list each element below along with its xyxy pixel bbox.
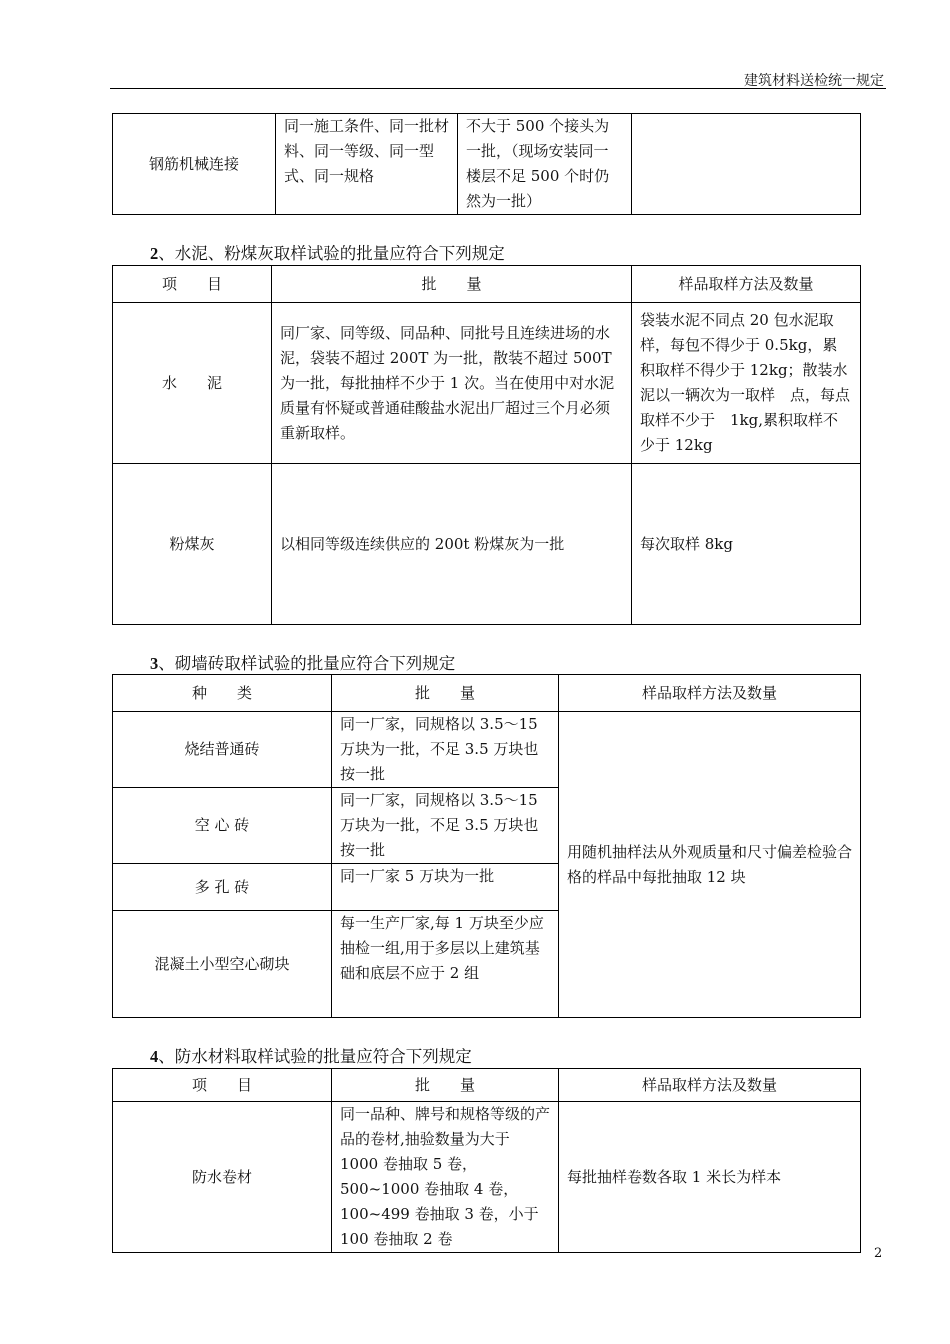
waterproof-method-cell: 每批抽样卷数各取 1 米长为样本 [559, 1102, 861, 1253]
brick-batch-cell: 同一厂家，同规格以 3.5～15 万块为一批，不足 3.5 万块也按一批 [332, 712, 559, 788]
column-header-method: 样品取样方法及数量 [559, 675, 861, 712]
brick-batch-cell: 每一生产厂家,每 1 万块至少应抽检一组,用于多层以上建筑基础和底层不应于 2 组 [332, 911, 559, 1018]
column-header-batch: 批 量 [332, 675, 559, 712]
column-header-item: 项 目 [113, 1069, 332, 1102]
rebar-batch-cell: 不大于 500 个接头为一批，（现场安装同一楼层不足 500 个时仍然为一批） [458, 114, 632, 215]
brick-item-cell: 空 心 砖 [113, 788, 332, 864]
header-rule [110, 88, 886, 89]
table-rebar-connection [112, 113, 861, 215]
brick-method-cell: 用随机抽样法从外观质量和尺寸偏差检验合格的样品中每批抽取 12 块 [559, 712, 861, 1018]
flyash-method-cell: 每次取样 8kg [632, 464, 861, 625]
table-header-row [113, 266, 861, 303]
column-header-batch: 批 量 [332, 1069, 559, 1102]
table-waterproof [112, 1068, 861, 1253]
column-header-method: 样品取样方法及数量 [632, 266, 861, 303]
page-number: 2 [874, 1246, 883, 1261]
table-cement-flyash [112, 265, 861, 625]
flyash-item-cell: 粉煤灰 [113, 464, 272, 625]
column-header-method: 样品取样方法及数量 [559, 1069, 861, 1102]
table-row [113, 1102, 861, 1253]
flyash-batch-cell: 以相同等级连续供应的 200t 粉煤灰为一批 [272, 464, 632, 625]
brick-item-cell: 混凝土小型空心砌块 [113, 911, 332, 1018]
column-header-type: 种 类 [113, 675, 332, 712]
table-row [113, 114, 861, 215]
table-row [113, 464, 861, 625]
header-title: 建筑材料送检统一规定 [744, 73, 884, 89]
section-2-title: 2、水泥、粉煤灰取样试验的批量应符合下列规定 [150, 244, 505, 263]
table-header-row [113, 675, 861, 712]
table-bricks [112, 674, 861, 1018]
table-header-row [113, 1069, 861, 1102]
column-header-batch: 批 量 [272, 266, 632, 303]
rebar-condition-cell: 同一施工条件、同一批材料、同一等级、同一型式、同一规格 [276, 114, 458, 215]
waterproof-batch-cell: 同一品种、牌号和规格等级的产品的卷材,抽验数量为大于 1000 卷抽取 5 卷，500~1000 卷抽取 4 卷，100~499 卷抽取 3 卷，小于 100 卷抽取 2 卷 [332, 1102, 559, 1253]
brick-item-cell: 烧结普通砖 [113, 712, 332, 788]
column-header-item: 项 目 [113, 266, 272, 303]
section-3-title: 3、砌墙砖取样试验的批量应符合下列规定 [150, 654, 456, 673]
waterproof-item-cell: 防水卷材 [113, 1102, 332, 1253]
brick-batch-cell: 同一厂家，同规格以 3.5～15 万块为一批，不足 3.5 万块也按一批 [332, 788, 559, 864]
brick-batch-cell: 同一厂家 5 万块为一批 [332, 864, 559, 911]
table-row [113, 712, 861, 788]
brick-item-cell: 多 孔 砖 [113, 864, 332, 911]
section-4-title: 4、防水材料取样试验的批量应符合下列规定 [150, 1047, 472, 1066]
cement-method-cell: 袋装水泥不同点 20 包水泥取样，每包不得少于 0.5kg，累积取样不得少于 12kg；散装水泥以一辆次为一取样 点，每点取样不少于 1kg,累积取样不少于 12kg [632, 303, 861, 464]
cement-item-cell: 水 泥 [113, 303, 272, 464]
rebar-method-cell [632, 114, 861, 215]
rebar-item-cell: 钢筋机械连接 [113, 114, 276, 215]
cement-batch-cell: 同厂家、同等级、同品种、同批号且连续进场的水泥，袋装不超过 200T 为一批，散装不超过 500T 为一批，每批抽样不少于 1 次。当在使用中对水泥质量有怀疑或普通硅酸盐水泥出厂超过三个月必须重新取样。 [272, 303, 632, 464]
table-row [113, 303, 861, 464]
